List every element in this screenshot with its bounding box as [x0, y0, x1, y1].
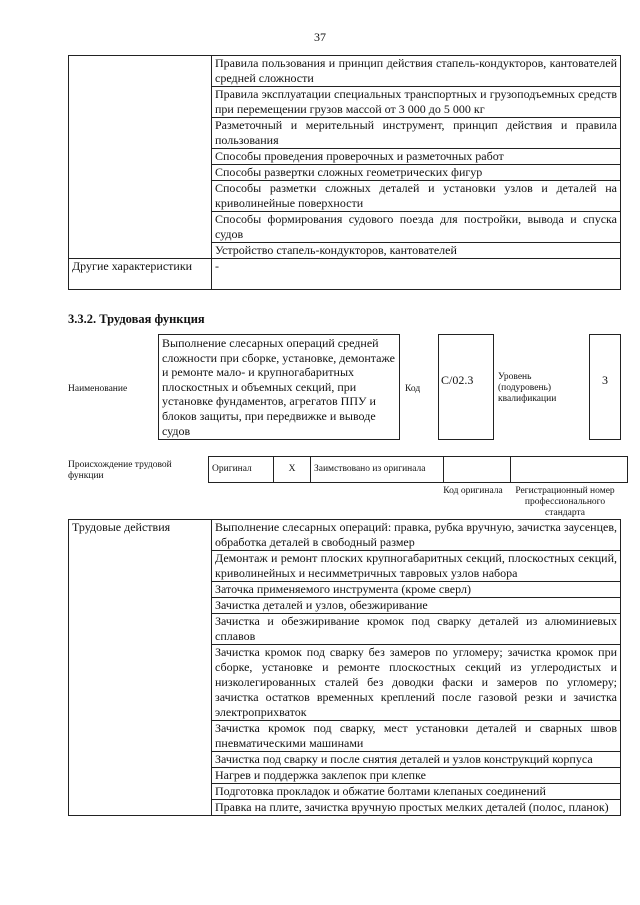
borrowed-label: Заимствовано из оригинала: [311, 457, 444, 483]
table-row: [209, 457, 628, 483]
empty-label-cell: [69, 56, 212, 259]
registration-number-cell: [511, 457, 628, 483]
code-label: Код: [405, 384, 421, 394]
table-cell: Заточка применяемого инструмента (кроме сверл): [212, 582, 621, 598]
table-row: [69, 259, 621, 290]
table-cell: Нагрев и поддержка заклепок при клепке: [212, 768, 621, 784]
table-cell: Способы формирования судового поезда для постройки, вывода и спуска судов: [212, 212, 621, 243]
other-characteristics-value: -: [212, 259, 621, 290]
table-cell: Зачистка под сварку и после снятия деталей и узлов конструкций корпуса: [212, 752, 621, 768]
table-cell: Способы разметки сложных деталей и установки узлов и деталей на криволинейные поверхности: [212, 181, 621, 212]
labor-actions-label: Трудовые действия: [69, 520, 212, 816]
table-row: [69, 56, 621, 87]
original-mark: X: [274, 457, 311, 483]
name-label: Наименование: [68, 384, 128, 394]
knowledge-table: [68, 55, 621, 290]
table-cell: Подготовка прокладок и обжатие болтами клепаных соединений: [212, 784, 621, 800]
qualification-level-label: Уровень (подуровень) квалификации: [498, 372, 557, 404]
table-cell: Правила эксплуатации специальных транспортных и грузоподъемных средств при перемещении грузов массой от 3 000 до 5 000 кг: [212, 87, 621, 118]
original-code-cell: [444, 457, 511, 483]
original-code-caption: Код оригинала: [443, 486, 503, 496]
table-cell: Правка на плите, зачистка вручную простых мелких деталей (полос, планок): [212, 800, 621, 816]
labor-actions-table: [68, 519, 621, 816]
page-number: 37: [314, 30, 326, 44]
section-title: 3.3.2. Трудовая функция: [68, 312, 205, 326]
registration-number-caption: Регистрационный номер профессионального стандарта: [515, 486, 615, 518]
table-cell: Зачистка и обезжиривание кромок под сварку деталей из алюминиевых сплавов: [212, 614, 621, 645]
table-cell: Зачистка кромок под сварку, мест установки деталей и сварных швов пневматическими машинами: [212, 721, 621, 752]
other-characteristics-label: Другие характеристики: [69, 259, 212, 290]
function-name: Выполнение слесарных операций средней сложности при сборке, установке, демонтаже и ремонте мало- и крупногабаритных плоскостных и объемных секций, при установке фундаментов, агрегатов ППУ и блоков защиты, при передвижке и выводе судов: [158, 334, 400, 440]
table-cell: Устройство стапель-кондукторов, кантователей: [212, 243, 621, 259]
qualification-level: 3: [589, 334, 621, 440]
origin-table: [208, 456, 628, 483]
origin-label: Происхождение трудовой функции: [68, 460, 172, 481]
table-cell: Выполнение слесарных операций: правка, рубка вручную, зачистка заусенцев, обработка деталей в свободный размер: [212, 520, 621, 551]
table-cell: Демонтаж и ремонт плоских крупногабаритных секций, плоскостных секций, криволинейных и несимметричных тавровых узлов набора: [212, 551, 621, 582]
table-cell: Разметочный и мерительный инструмент, принцип действия и правила пользования: [212, 118, 621, 149]
table-cell: Способы развертки сложных геометрических фигур: [212, 165, 621, 181]
original-label: Оригинал: [209, 457, 274, 483]
table-cell: Правила пользования и принцип действия стапель-кондукторов, кантователей средней сложности: [212, 56, 621, 87]
table-cell: Зачистка кромок под сварку без замеров по угломеру; зачистка кромок при сборке, установке и ремонте плоскостных секций из углеродистых и низколегированных сталей без доводки фаски и замеров по угломеру; зачистка остатков временных креплений после газовой резки и зачистка электроприхваток: [212, 645, 621, 721]
table-cell: Зачистка деталей и узлов, обезжиривание: [212, 598, 621, 614]
function-code: C/02.3: [438, 334, 494, 440]
table-cell: Способы проведения проверочных и разметочных работ: [212, 149, 621, 165]
table-row: [69, 520, 621, 551]
